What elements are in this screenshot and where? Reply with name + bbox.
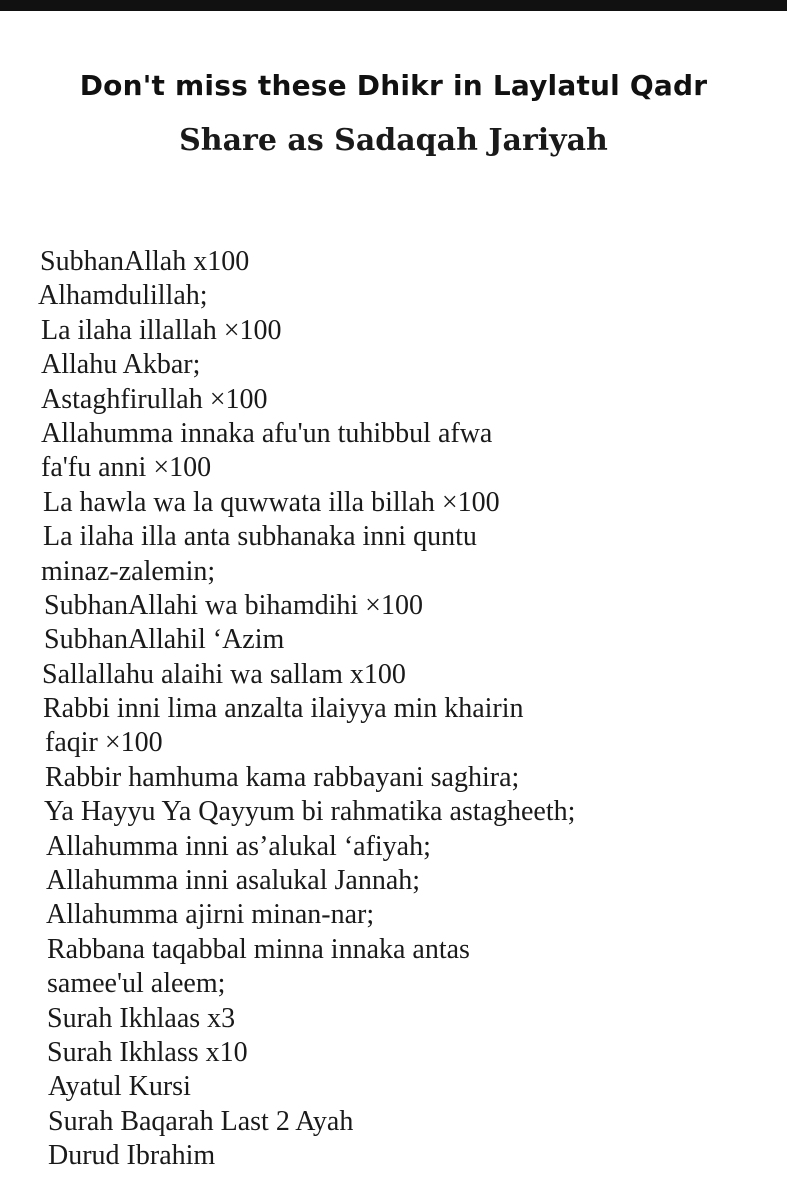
dhikr-line: Rabbir hamhuma kama rabbayani saghira;	[45, 761, 520, 793]
top-border-bar	[0, 0, 787, 11]
dhikr-line: Rabbana taqabbal minna innaka antas	[47, 933, 470, 965]
dhikr-line: SubhanAllahi wa bihamdihi ×100	[44, 589, 423, 621]
dhikr-line: Ya Hayyu Ya Qayyum bi rahmatika astagheeth;	[44, 796, 576, 828]
dhikr-line: Allahumma ajirni minan-nar;	[46, 899, 375, 931]
dhikr-line: Surah Ikhlaas x3	[47, 1002, 236, 1034]
dhikr-line: SubhanAllahil ‘Azim	[44, 624, 285, 656]
dhikr-line: SubhanAllah x100	[40, 246, 250, 277]
dhikr-line: Rabbi inni lima anzalta ilaiyya min khairin	[43, 693, 524, 725]
dhikr-line: Durud Ibrahim	[48, 1140, 216, 1172]
dhikr-line: samee'ul aleem;	[47, 968, 226, 1000]
dhikr-line: Alhamdulillah;	[38, 280, 208, 312]
dhikr-line: fa'fu anni ×100	[41, 452, 212, 484]
dhikr-line: Surah Baqarah Last 2 Ayah	[48, 1105, 354, 1137]
dhikr-line: Astaghfirullah ×100	[41, 383, 268, 415]
dhikr-line: Surah Ikhlass x10	[47, 1036, 248, 1068]
dhikr-list	[0, 245, 787, 1174]
dhikr-line: Allahu Akbar;	[41, 349, 201, 381]
page-title: Don't miss these Dhikr in Laylatul Qadr	[79, 69, 708, 102]
dhikr-line: Ayatul Kursi	[48, 1071, 191, 1103]
dhikr-line: La ilaha illa anta subhanaka inni quntu	[43, 521, 477, 553]
dhikr-line: La hawla wa la quwwata illa billah ×100	[43, 486, 500, 518]
dhikr-line: La ilaha illallah ×100	[41, 314, 282, 346]
dhikr-line: Allahumma inni asalukal Jannah;	[46, 865, 421, 897]
page-subtitle: Share as Sadaqah Jariyah	[179, 123, 608, 158]
dhikr-line: Allahumma inni as’alukal ‘afiyah;	[46, 830, 431, 862]
dhikr-line: faqir ×100	[45, 727, 163, 759]
dhikr-line: Sallallahu alaihi wa sallam x100	[42, 658, 406, 690]
dhikr-line: minaz-zalemin;	[41, 555, 216, 587]
dhikr-line: Allahumma innaka afu'un tuhibbul afwa	[41, 417, 493, 449]
